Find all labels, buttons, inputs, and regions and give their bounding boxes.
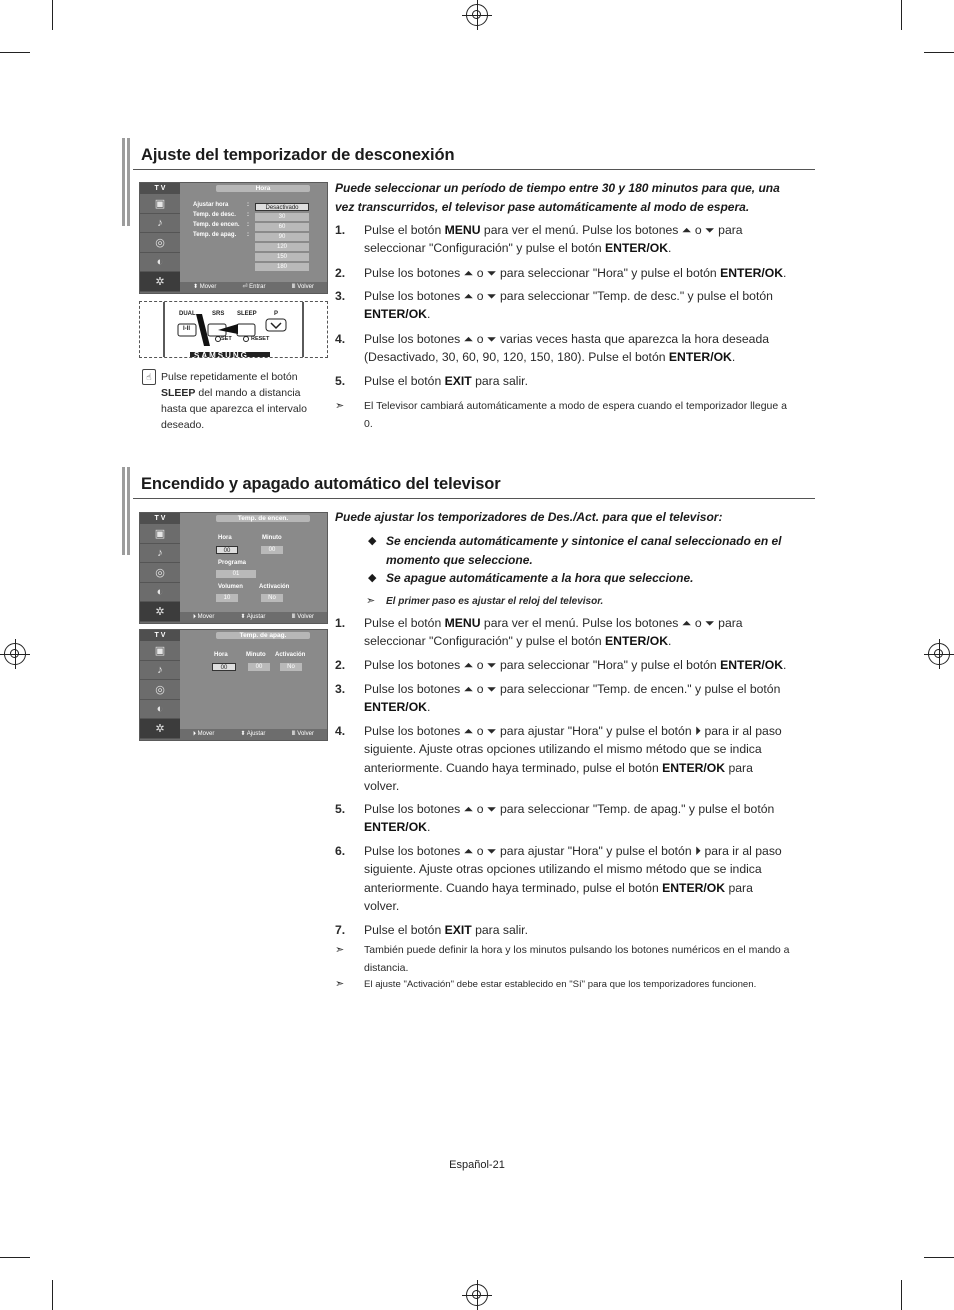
step-text: Pulse los botones ⏶ o ⏷ para seleccionar "Temp. de apag." y pulse el botón ENTER/OK.	[364, 802, 775, 835]
step-item	[335, 800, 790, 837]
crop-mark	[0, 52, 30, 53]
note-arrow-icon: ➣	[335, 978, 345, 990]
osd-footer-return: Ⅲ Volver	[291, 731, 314, 737]
osd-sidebar	[140, 513, 180, 623]
step-item	[335, 614, 790, 651]
step-item	[335, 372, 790, 390]
osd-label: Temp. de apag.	[193, 232, 237, 238]
osd-header: Temp. de encen.	[216, 515, 310, 522]
note-text: El primer paso es ajustar el reloj del televisor.	[386, 596, 604, 607]
step-text: Pulse los botones ⏶ o ⏷ para ajustar "Hora" y pulse el botón ⏵ para ir al paso siguiente. Ajuste otras opciones utilizando el mismo método que se indica anteriormente. Cuando haya terminado, pulse el botón ENTER/OK para volver.	[364, 724, 782, 793]
note-text: El Televisor cambiará automáticamente a modo de espera cuando el temporizador llegue a 0.	[364, 400, 787, 430]
section-rule	[133, 498, 815, 499]
step-number: 5.	[335, 374, 346, 388]
sound-icon: ♪	[140, 661, 180, 681]
osd-hour-value: 00	[212, 663, 236, 671]
crop-mark	[924, 1257, 954, 1258]
note-arrow-icon: ➣	[335, 400, 345, 412]
picture-icon: ▣	[140, 194, 180, 214]
step-item	[335, 221, 790, 258]
setup-icon: ◐	[140, 700, 180, 720]
remote-control-drawing	[140, 302, 328, 358]
osd-footer	[180, 282, 327, 293]
diamond-bullet-icon: ◆	[368, 535, 377, 547]
step-text: Pulse el botón EXIT para salir.	[364, 374, 528, 388]
osd-label: Hora	[218, 535, 232, 541]
osd-colon: :	[247, 222, 249, 228]
osd-label: Temp. de encen.	[193, 222, 240, 228]
osd-label: Activación	[275, 652, 306, 658]
bullet-item	[368, 532, 788, 570]
note-item	[335, 942, 790, 977]
section-title: Encendido y apagado automático del televisor	[141, 475, 501, 493]
bullet-text: Se encienda automáticamente y sintonice el canal seleccionado en el momento que seleccione.	[386, 534, 782, 567]
step-number: 4.	[335, 724, 346, 738]
osd-footer-enter: ⏎ Entrar	[242, 284, 266, 290]
step-item	[335, 680, 790, 717]
step-number: 5.	[335, 802, 346, 816]
remote-dual-sub-label: I-II	[183, 326, 190, 332]
section-intro: Puede ajustar los temporizadores de Des./Act. para que el televisor:	[335, 510, 723, 524]
osd-option: 180	[255, 263, 309, 271]
step-text: Pulse el botón MENU para ver el menú. Pulse los botones ⏶ o ⏷ para seleccionar "Configuración" y pulse el botón ENTER/OK.	[364, 616, 743, 649]
osd-option: 90	[255, 233, 309, 241]
note-item	[335, 976, 790, 994]
osd-minute-value: 00	[248, 663, 270, 671]
osd-tv-label: T V	[140, 513, 180, 524]
osd-option: 150	[255, 253, 309, 261]
section-rule	[133, 169, 815, 170]
osd-off-timer-screen	[139, 629, 328, 741]
input-icon: ✲	[140, 719, 180, 739]
osd-footer	[180, 729, 327, 740]
diamond-bullet-icon: ◆	[368, 572, 377, 584]
remote-set-label: SET	[221, 336, 232, 342]
osd-volume-value: 10	[216, 594, 238, 602]
osd-label: Minuto	[262, 535, 282, 541]
step-item	[335, 656, 790, 674]
bullet-text: Se apague automáticamente a la hora que seleccione.	[386, 571, 694, 585]
step-item	[335, 842, 790, 915]
osd-tv-label: T V	[140, 183, 180, 194]
input-icon: ✲	[140, 602, 180, 622]
osd-option: 60	[255, 223, 309, 231]
osd-option: 120	[255, 243, 309, 251]
sound-icon: ♪	[140, 544, 180, 564]
osd-footer	[180, 612, 327, 623]
step-text: Pulse el botón MENU para ver el menú. Pulse los botones ⏶ o ⏷ para seleccionar "Configuración" y pulse el botón ENTER/OK.	[364, 223, 743, 256]
setup-icon: ◐	[140, 253, 180, 273]
osd-activation-value: No	[261, 594, 283, 602]
step-text: Pulse los botones ⏶ o ⏷ para seleccionar "Hora" y pulse el botón ENTER/OK.	[364, 658, 787, 672]
osd-option: 30	[255, 213, 309, 221]
osd-label: Ajustar hora	[193, 202, 229, 208]
osd-label: Temp. de desc.	[193, 212, 236, 218]
remote-srs-label: SRS	[212, 311, 225, 317]
remote-dual-label: DUAL	[179, 311, 196, 317]
input-icon: ✲	[140, 272, 180, 292]
osd-program-value: 01	[216, 570, 256, 578]
osd-footer-adjust: ⬍ Ajustar	[240, 614, 266, 620]
step-number: 3.	[335, 289, 346, 303]
step-number: 1.	[335, 616, 346, 630]
osd-on-timer-screen	[139, 512, 328, 624]
crop-mark	[0, 1257, 30, 1258]
page-number: Español-21	[449, 1159, 505, 1171]
osd-activation-value: No	[280, 663, 302, 671]
note-item	[335, 398, 790, 433]
step-text: Pulse los botones ⏶ o ⏷ varias veces hasta que aparezca la hora deseada (Desactivado, 30, 60, 90, 120, 150, 180). Pulse el botón ENTER/OK.	[364, 332, 770, 365]
section-intro: Puede seleccionar un período de tiempo entre 30 y 180 minutos para que, una vez transcurridos, el televisor pase automáticamente al modo de espera.	[335, 181, 780, 214]
step-text: Pulse los botones ⏶ o ⏷ para ajustar "Hora" y pulse el botón ⏵ para ir al paso siguiente. Ajuste otras opciones utilizando el mismo método que se indica anteriormente. Cuando haya terminado, pulse el botón ENTER/OK para volver.	[364, 844, 782, 913]
osd-colon: :	[247, 202, 249, 208]
channel-icon: ◎	[140, 563, 180, 583]
osd-label: Volumen	[218, 584, 243, 590]
osd-minute-value: 00	[261, 546, 283, 554]
bullet-item	[368, 569, 788, 588]
step-item	[335, 921, 790, 939]
step-text: Pulse el botón EXIT para salir.	[364, 923, 528, 937]
step-item	[335, 264, 790, 282]
step-text: Pulse los botones ⏶ o ⏷ para seleccionar "Hora" y pulse el botón ENTER/OK.	[364, 266, 787, 280]
channel-icon: ◎	[140, 233, 180, 253]
note-text: También puede definir la hora y los minutos pulsando los botones numéricos en el mando a distancia.	[364, 944, 790, 974]
registration-mark	[4, 643, 26, 665]
picture-icon: ▣	[140, 524, 180, 544]
step-number: 2.	[335, 658, 346, 672]
osd-label: Hora	[214, 652, 228, 658]
crop-mark	[52, 1280, 53, 1310]
picture-icon: ▣	[140, 641, 180, 661]
setup-icon: ◐	[140, 583, 180, 603]
remote-control-excerpt	[139, 301, 328, 358]
osd-colon: :	[247, 232, 249, 238]
osd-header: Temp. de apag.	[216, 632, 310, 639]
osd-option-selected: Desactivado	[255, 203, 309, 211]
remote-reset-label: RESET	[251, 336, 270, 342]
step-text: Pulse los botones ⏶ o ⏷ para seleccionar "Temp. de desc." y pulse el botón ENTER/OK.	[364, 289, 773, 322]
osd-label: Activación	[259, 584, 290, 590]
registration-mark	[928, 643, 950, 665]
osd-footer-move: ⏵ Mover	[193, 614, 215, 620]
remote-hint-text: Pulse repetidamente el botón SLEEP del mando a distancia hasta que aparezca el intervalo deseado.	[161, 371, 307, 431]
osd-label: Programa	[218, 560, 247, 566]
step-number: 2.	[335, 266, 346, 280]
crop-mark	[901, 0, 902, 30]
section-title: Ajuste del temporizador de desconexión	[141, 146, 455, 164]
remote-brand-logo: SAMSUNG	[194, 351, 249, 358]
osd-header: Hora	[216, 185, 310, 192]
step-text: Pulse los botones ⏶ o ⏷ para seleccionar "Temp. de encen." y pulse el botón ENTER/OK.	[364, 682, 781, 715]
first-step-note	[366, 593, 786, 611]
step-item	[335, 330, 790, 367]
crop-mark	[901, 1280, 902, 1310]
note-arrow-icon: ➣	[366, 595, 376, 607]
section-marker	[122, 467, 132, 555]
section-marker	[122, 138, 132, 226]
crop-mark	[924, 52, 954, 53]
osd-label: Minuto	[246, 652, 266, 658]
note-arrow-icon: ➣	[335, 944, 345, 956]
step-number: 7.	[335, 923, 346, 937]
osd-footer-adjust: ⬍ Ajustar	[240, 731, 266, 737]
osd-footer-return: Ⅲ Volver	[291, 614, 314, 620]
step-item	[335, 287, 790, 324]
remote-p-label: P	[274, 311, 279, 317]
remote-hint-icon: ☝	[142, 369, 156, 385]
osd-footer-move: ⬍ Mover	[193, 284, 217, 290]
crop-mark	[52, 0, 53, 30]
remote-sleep-label: SLEEP	[237, 311, 257, 317]
osd-sidebar	[140, 630, 180, 740]
registration-mark	[466, 1284, 488, 1306]
registration-mark	[466, 4, 488, 26]
step-item	[335, 722, 790, 795]
sound-icon: ♪	[140, 214, 180, 234]
osd-footer-return: Ⅲ Volver	[291, 284, 314, 290]
step-number: 6.	[335, 844, 346, 858]
osd-colon: :	[247, 212, 249, 218]
channel-icon: ◎	[140, 680, 180, 700]
step-number: 1.	[335, 223, 346, 237]
osd-hour-value: 00	[216, 546, 238, 554]
step-number: 4.	[335, 332, 346, 346]
osd-footer-move: ⏵ Mover	[193, 731, 215, 737]
osd-sidebar	[140, 183, 180, 293]
note-text: El ajuste "Activación" debe estar establecido en "Sí" para que los temporizadores funcionen.	[364, 979, 757, 990]
osd-sleep-timer-screen	[139, 182, 328, 294]
osd-tv-label: T V	[140, 630, 180, 641]
step-number: 3.	[335, 682, 346, 696]
